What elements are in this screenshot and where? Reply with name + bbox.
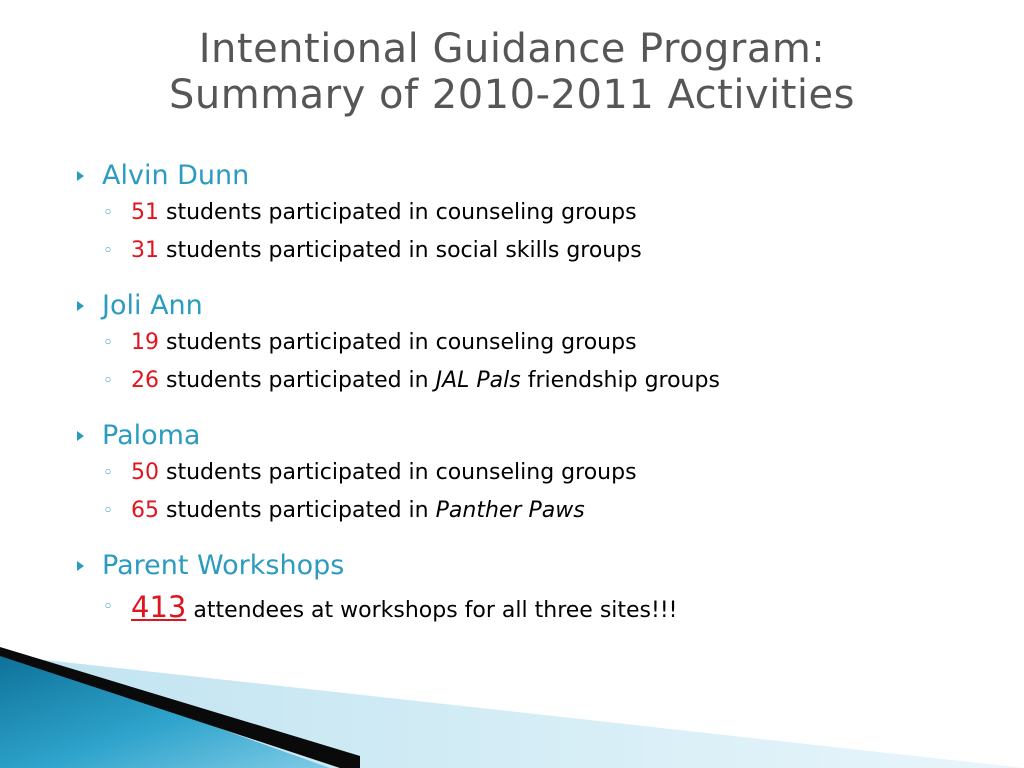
list-item xyxy=(75,584,1005,634)
item-text: students participated in counseling groups xyxy=(166,200,637,225)
count-number: 413 xyxy=(131,590,187,624)
count-number: 65 xyxy=(131,498,159,523)
ring-bullet-icon: ◦ xyxy=(103,463,114,483)
list-item xyxy=(75,324,1005,362)
item-list xyxy=(75,324,1005,400)
section-heading xyxy=(75,288,1005,324)
list-item xyxy=(75,194,1005,232)
triangle-right-icon xyxy=(77,301,84,311)
ring-bullet-icon: ◦ xyxy=(103,597,114,617)
ring-bullet-icon: ◦ xyxy=(103,501,114,521)
item-text: students participated in xyxy=(166,368,429,393)
count-number: 31 xyxy=(131,238,159,263)
item-list xyxy=(75,194,1005,270)
section-heading-text: Alvin Dunn xyxy=(102,160,250,191)
count-number: 26 xyxy=(131,368,159,393)
section-heading xyxy=(75,548,1005,584)
item-text-suffix: friendship groups xyxy=(527,368,720,393)
count-number: 19 xyxy=(131,330,159,355)
item-list xyxy=(75,454,1005,530)
ring-bullet-icon: ◦ xyxy=(103,241,114,261)
list-item xyxy=(75,362,1005,400)
section-joli-ann xyxy=(75,288,1005,400)
triangle-right-icon xyxy=(77,561,84,571)
program-name: JAL Pals xyxy=(435,368,521,393)
program-name: Panther Paws xyxy=(435,498,585,523)
list-item xyxy=(75,232,1005,270)
triangle-right-icon xyxy=(77,171,84,181)
section-heading xyxy=(75,418,1005,454)
item-list xyxy=(75,584,1005,634)
section-parent-workshops xyxy=(75,548,1005,634)
section-heading-text: Parent Workshops xyxy=(102,550,345,581)
triangle-right-icon xyxy=(77,431,84,441)
item-text: students participated in counseling groups xyxy=(166,330,637,355)
item-text: students participated in xyxy=(166,498,429,523)
slide-content xyxy=(75,158,1005,652)
item-text: attendees at workshops for all three sites!!! xyxy=(193,598,678,623)
item-text: students participated in counseling groups xyxy=(166,460,637,485)
section-heading xyxy=(75,158,1005,194)
section-heading-text: Paloma xyxy=(102,420,201,451)
item-text: students participated in social skills groups xyxy=(166,238,642,263)
list-item xyxy=(75,454,1005,492)
section-paloma xyxy=(75,418,1005,530)
ring-bullet-icon: ◦ xyxy=(103,203,114,223)
section-alvin-dunn xyxy=(75,158,1005,270)
ring-bullet-icon: ◦ xyxy=(103,371,114,391)
title-line-2: Summary of 2010-2011 Activities xyxy=(168,72,855,118)
count-number: 50 xyxy=(131,460,159,485)
section-heading-text: Joli Ann xyxy=(102,290,203,321)
ring-bullet-icon: ◦ xyxy=(103,333,114,353)
list-item xyxy=(75,492,1005,530)
count-number: 51 xyxy=(131,200,159,225)
slide-title xyxy=(0,26,1024,118)
title-line-1: Intentional Guidance Program: xyxy=(198,26,826,72)
